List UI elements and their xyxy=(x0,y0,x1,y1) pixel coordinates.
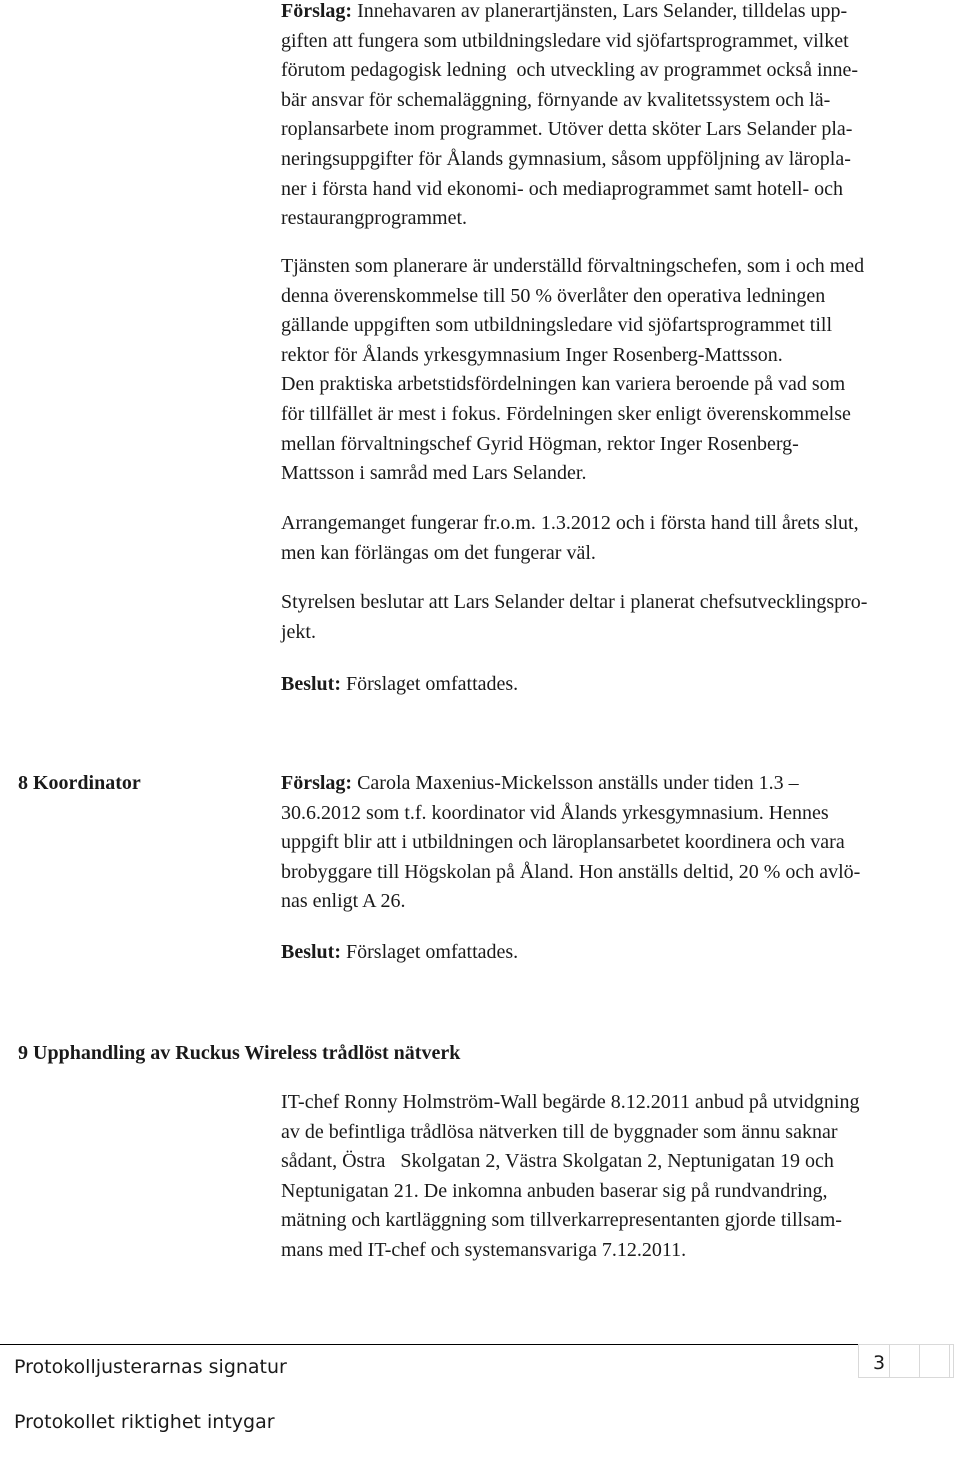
section-8-body xyxy=(281,769,945,917)
text-line: Arrangemanget fungerar fr.o.m. 1.3.2012 och i första hand till årets slut, xyxy=(281,512,859,534)
text-line: nas enligt A 26. xyxy=(281,890,406,913)
text-line: Förslag: Carola Maxenius-Mickelsson anställs under tiden 1.3 – xyxy=(281,772,799,794)
proposal-label: Förslag: xyxy=(281,0,353,22)
page-number-box xyxy=(858,1344,954,1378)
text-line: roplansarbete inom programmet. Utöver detta sköter Lars Selander pla- xyxy=(281,118,853,141)
text-line: bär ansvar för schemaläggning, förnyande av kvalitetssystem och lä- xyxy=(281,88,831,111)
section-heading-9 xyxy=(14,1039,460,1069)
decision-text: Förslaget omfattades. xyxy=(341,941,519,963)
page-box-cell xyxy=(919,1345,950,1377)
text-line: restaurangprogrammet. xyxy=(281,207,468,230)
certify-label: Protokollet riktighet intygar xyxy=(14,1411,275,1433)
proposal-paragraph-1 xyxy=(281,0,945,234)
text-line: Styrelsen beslutar att Lars Selander deltar i planerat chefsutvecklingspro- xyxy=(281,591,868,613)
text-line: brobyggare till Högskolan på Åland. Hon anställs deltid, 20 % och avlö- xyxy=(281,860,861,883)
decision-label: Beslut: xyxy=(281,673,341,695)
section-title: Upphandling av Ruckus Wireless trådlöst nätverk xyxy=(33,1042,461,1064)
signature-label: Protokolljusterarnas signatur xyxy=(14,1356,287,1378)
text-line: IT-chef Ronny Holmström-Wall begärde 8.12.2011 anbud på utvidgning xyxy=(281,1091,860,1113)
text-line: gällande uppgiften som utbildningsledare vid sjöfartsprogrammet till xyxy=(281,314,832,337)
text-line: förutom pedagogisk ledning och utveckling av programmet också inne- xyxy=(281,59,859,82)
body-paragraph-2 xyxy=(281,252,945,489)
decision-text: Förslaget omfattades. xyxy=(341,673,519,695)
text-line: giften att fungera som utbildningsledare vid sjöfartsprogrammet, vilket xyxy=(281,29,849,52)
section-number: 9 xyxy=(18,1042,28,1064)
proposal-label: Förslag: xyxy=(281,772,353,794)
text-line: denna överenskommelse till 50 % överlåter den operativa ledningen xyxy=(281,284,826,307)
text-line: mätning och kartläggning som tillverkarrepresentanten gjorde tillsam- xyxy=(281,1209,842,1232)
text-line: Den praktiska arbetstidsfördelningen kan variera beroende på vad som xyxy=(281,373,846,396)
text-line: 30.6.2012 som t.f. koordinator vid Ålands yrkesgymnasium. Hennes xyxy=(281,801,829,824)
text-line: av de befintliga trådlösa nätverken till de byggnader som ännu saknar xyxy=(281,1120,838,1143)
footer-divider xyxy=(0,1344,858,1345)
body-paragraph-4 xyxy=(281,588,945,647)
text-line: mans med IT-chef och systemansvariga 7.12.2011. xyxy=(281,1238,687,1261)
decision-2 xyxy=(281,938,945,968)
text-line: mellan förvaltningschef Gyrid Högman, rektor Inger Rosenberg- xyxy=(281,432,799,455)
text-line: Förslag: Innehavaren av planerartjänsten, Lars Selander, tilldelas upp- xyxy=(281,0,848,22)
section-title: Koordinator xyxy=(33,772,141,794)
section-number: 8 xyxy=(18,772,28,794)
text-line: rektor för Ålands yrkesgymnasium Inger Rosenberg-Mattsson. xyxy=(281,343,783,366)
text-line: uppgift blir att i utbildningen och läroplansarbetet koordinera och vara xyxy=(281,831,845,854)
page-box-cell xyxy=(889,1345,920,1377)
text-line: Neptunigatan 21. De inkomna anbuden baserar sig på rundvandring, xyxy=(281,1179,828,1202)
text-line: sådant, Östra Skolgatan 2, Västra Skolgatan 2, Neptunigatan 19 och xyxy=(281,1150,834,1173)
page-number: 3 xyxy=(873,1352,886,1374)
text-line: för tillfället är mest i fokus. Fördelningen sker enligt överenskommelse xyxy=(281,402,851,425)
section-heading-8 xyxy=(14,769,141,799)
text-line: ner i första hand vid ekonomi- och mediaprogrammet samt hotell- och xyxy=(281,177,844,200)
text-line: Mattsson i samråd med Lars Selander. xyxy=(281,462,587,485)
section-9-body xyxy=(281,1088,945,1266)
decision-1 xyxy=(281,670,945,700)
text-line: men kan förlängas om det fungerar väl. xyxy=(281,541,596,564)
decision-label: Beslut: xyxy=(281,941,341,963)
text-line: neringsuppgifter för Ålands gymnasium, såsom uppföljning av läropla- xyxy=(281,147,851,170)
text-line: Tjänsten som planerare är underställd förvaltningschefen, som i och med xyxy=(281,255,865,277)
text-line: jekt. xyxy=(281,620,316,643)
body-paragraph-3 xyxy=(281,509,945,568)
